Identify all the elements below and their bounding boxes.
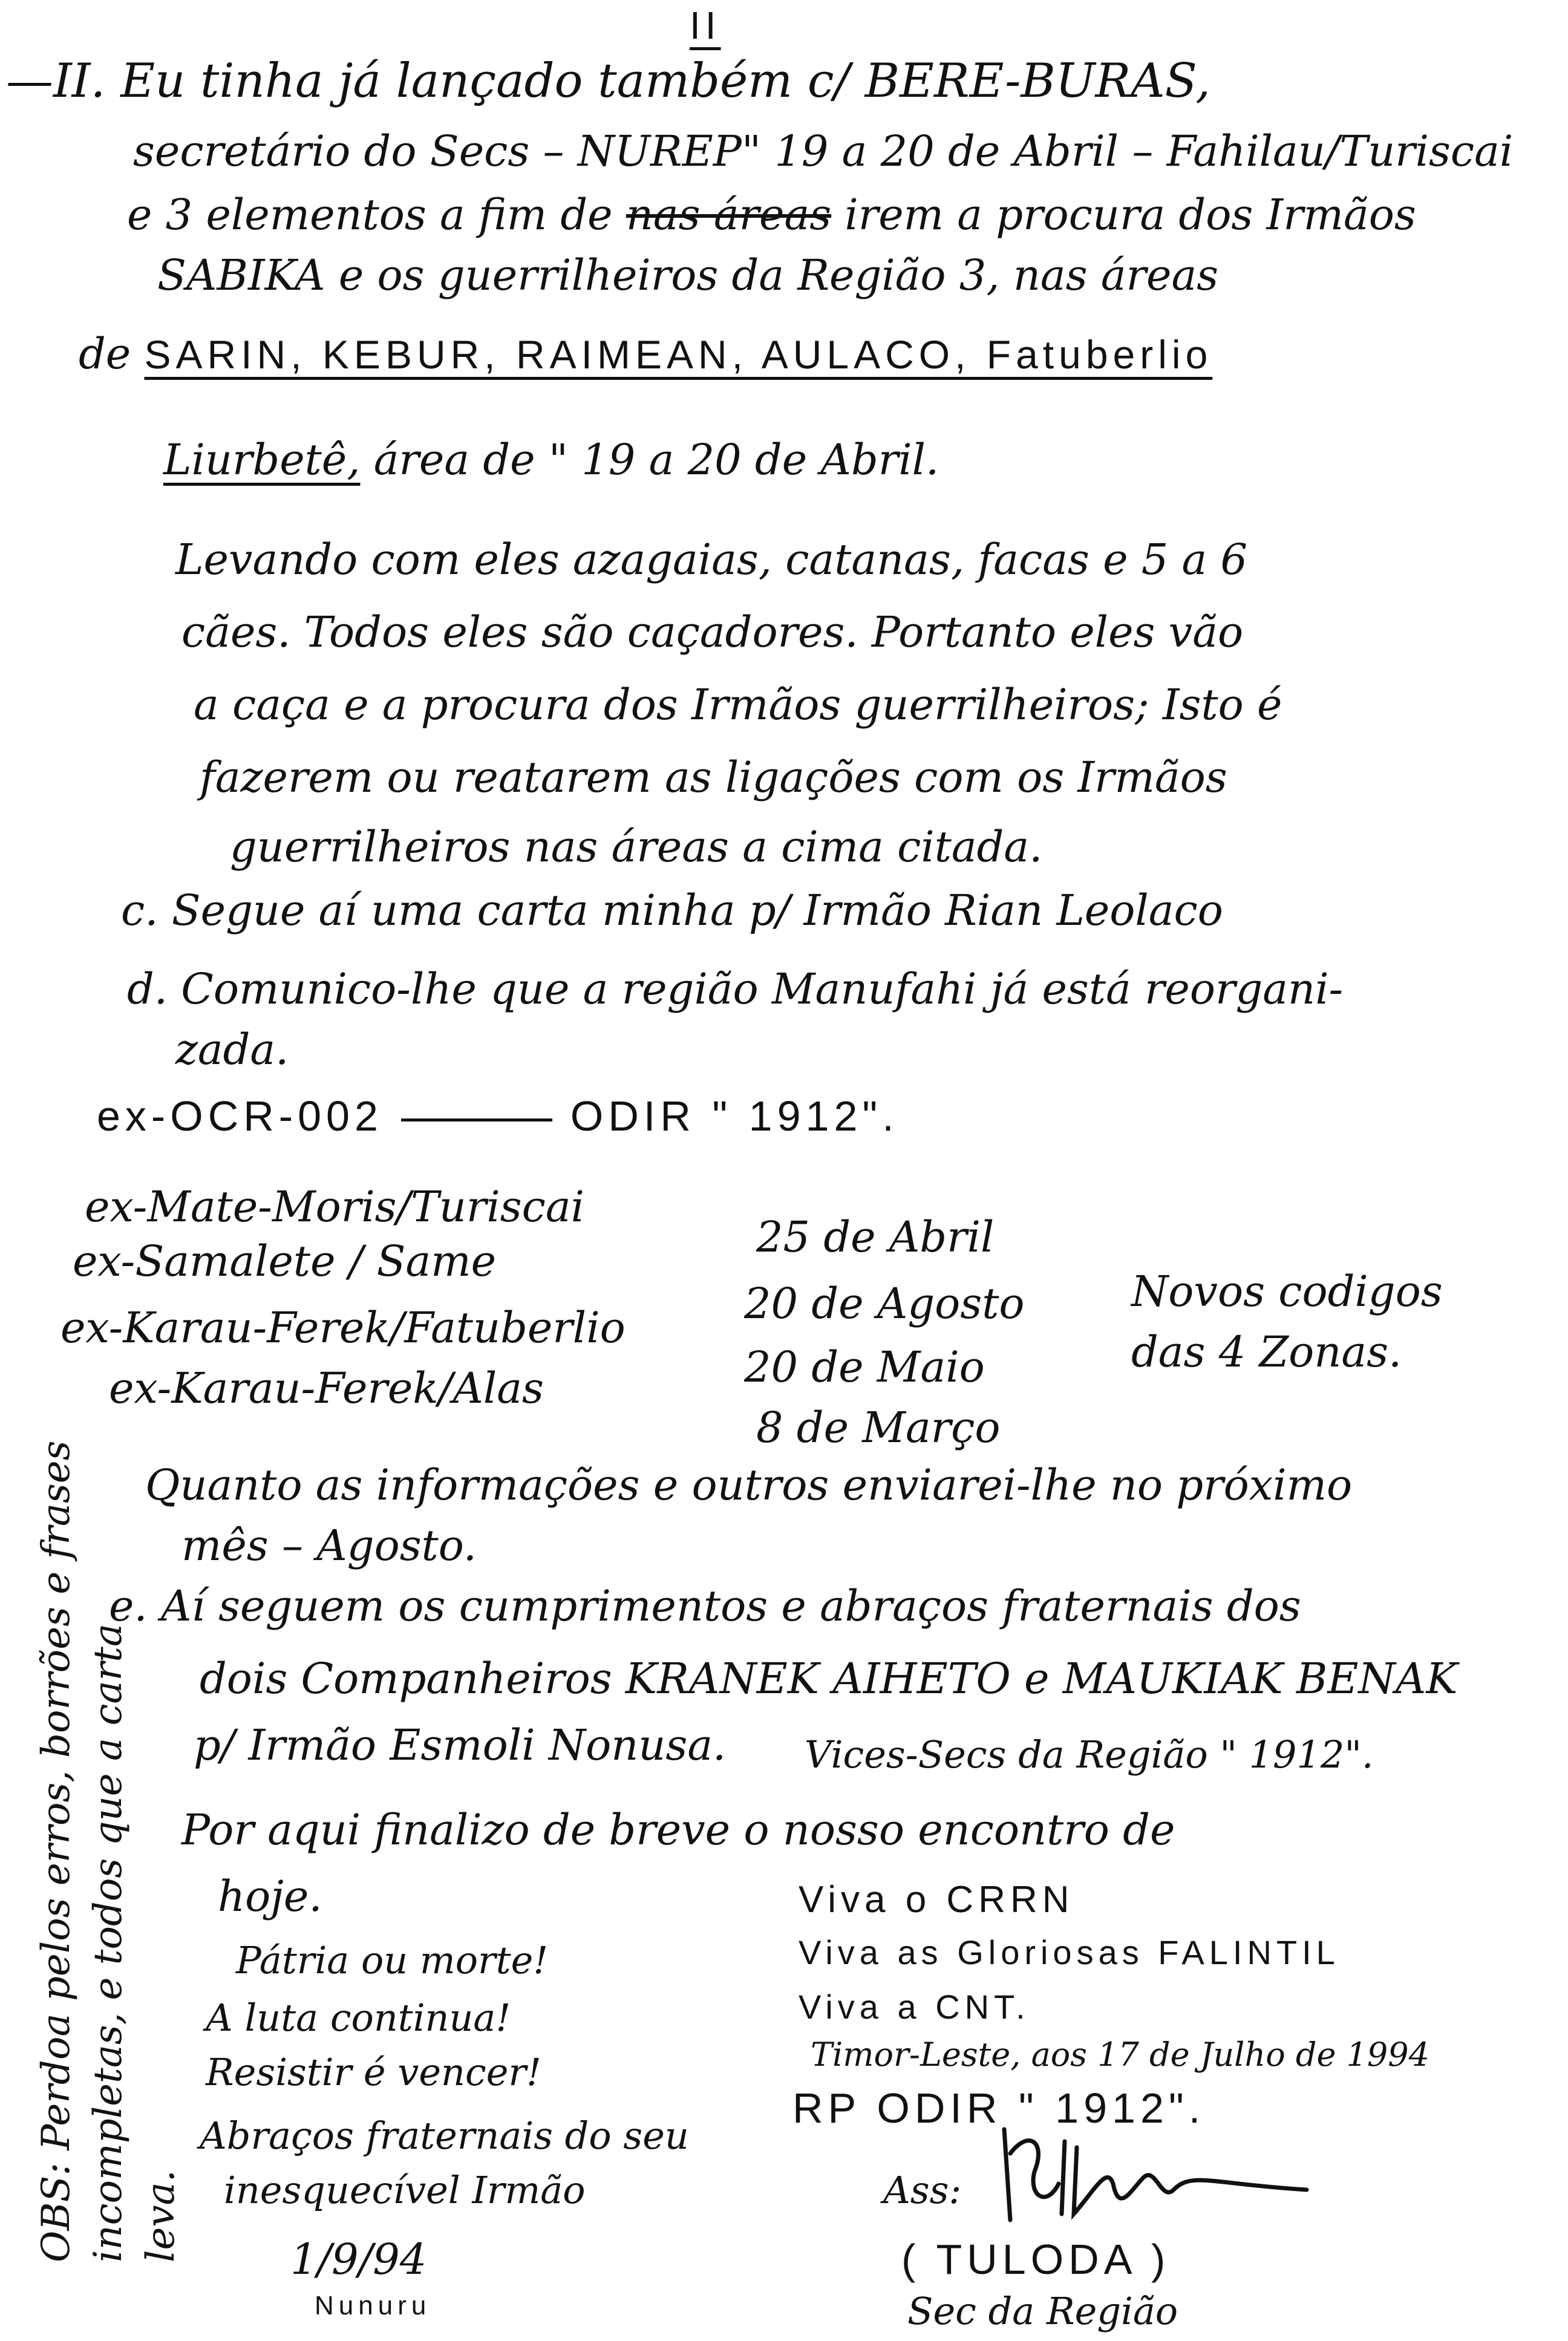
signature-name: ( TULODA ) [901, 2236, 1171, 2283]
slogan-resistir: Resistir é vencer! [206, 2050, 541, 2094]
line-17-right: 20 de Agosto [744, 1279, 1025, 1328]
slogan-luta: A luta continua! [206, 1996, 511, 2040]
place-names-underlined: SARIN, KEBUR, RAIMEAN, AULACO, Fatuberlio [144, 332, 1213, 377]
line-25: Por aqui finalizo de breve o nosso encontro de [181, 1805, 1175, 1855]
code-ex-ocr: ex-OCR-002 [97, 1092, 383, 1140]
page-number [690, 6, 721, 45]
line-09: a caça e a procura dos Irmãos guerrilheiros; Isto é [194, 680, 1282, 730]
line-17-note: Novos codigos [1131, 1267, 1443, 1316]
line-24-right: Vices-Secs da Região " 1912". [805, 1732, 1374, 1777]
closing-abracos: Abraços fraternais do seu [200, 2114, 689, 2158]
line-03-struck: nas áreas [626, 190, 832, 240]
line-16-right: 25 de Abril [756, 1212, 995, 1262]
closing-irmao: inesquecível Irmão [224, 2168, 586, 2212]
line-21: mês – Agosto. [181, 1521, 477, 1570]
line-22: e. Aí seguem os cumprimentos e abraços fraternais dos [109, 1581, 1301, 1631]
line-18-note: das 4 Zonas. [1131, 1327, 1402, 1377]
line-18-left: ex-Karau-Ferek/Fatuberlio [60, 1303, 626, 1353]
margin-note-line3: leva. [138, 2170, 183, 2262]
closing-name: Nunuru [315, 2291, 431, 2320]
line-03-suffix: irem a procura dos Irmãos [844, 190, 1416, 240]
line-23: dois Companheiros KRANEK AIHETO e MAUKIAK BENAK [200, 1654, 1458, 1703]
line-08: cães. Todos eles são caçadores. Portanto eles vão [181, 607, 1244, 657]
page-number-text: II [690, 4, 721, 47]
margin-note-line2: incompletas, e todos que a carta [86, 1624, 131, 2262]
line-24-left: p/ Irmão Esmoli Nonusa. [194, 1720, 727, 1770]
line-05-prefix: de [79, 329, 131, 379]
line-16-left: ex-Mate-Moris/Turiscai [85, 1182, 584, 1232]
line-15 [97, 1092, 899, 1140]
line-06 [163, 435, 939, 485]
line-07: Levando com eles azagaias, catanas, facas e 5 a 6 [175, 535, 1248, 584]
line-17-left: ex-Samalete / Same [73, 1236, 497, 1286]
closing-date: 1/9/94 [290, 2235, 427, 2284]
signature-title: Sec da Região [907, 2289, 1178, 2333]
line-13: d. Comunico-lhe que a região Manufahi já está reorgani- [127, 964, 1344, 1014]
margin-note-line1: OBS: Perdoa pelos erros, borrões e frases [34, 1440, 79, 2262]
place-liurbete: Liurbetê, [163, 435, 361, 485]
margin-note [30, 1440, 187, 2262]
line-26-left: hoje. [218, 1872, 322, 1921]
line-10: fazerem ou reatarem as ligações com os Irmãos [200, 753, 1227, 802]
line-12: c. Segue aí uma carta minha p/ Irmão Rian Leolaco [121, 886, 1223, 935]
place-date: Timor-Leste, aos 17 de Julho de 1994 [811, 2036, 1429, 2074]
line-03 [127, 190, 1416, 240]
line-20: Quanto as informações e outros enviarei-lhe no próximo [145, 1460, 1353, 1510]
line-01: —II. Eu tinha já lançado também c/ BERE-BURAS, [6, 54, 1210, 108]
line-03-prefix: e 3 elementos a fim de [127, 190, 613, 240]
signature-label: Ass: [883, 2168, 962, 2212]
line-05 [79, 329, 1213, 379]
slogan-cnt: Viva a CNT. [799, 1988, 1030, 2026]
line-06-rest: área de " 19 a 20 de Abril. [373, 435, 939, 485]
slogan-patria: Pátria ou morte! [236, 1938, 549, 1982]
code-odir: ODIR " 1912". [570, 1092, 899, 1140]
line-04: SABIKA e os guerrilheiros da Região 3, nas áreas [157, 250, 1219, 300]
line-02: secretário do Secs – NUREP" 19 a 20 de Abril – Fahilau/Turiscai [133, 126, 1514, 176]
line-26-right: Viva o CRRN [799, 1879, 1074, 1921]
slogan-falintil: Viva as Gloriosas FALINTIL [799, 1933, 1340, 1971]
dash-rule [401, 1118, 552, 1122]
signature-scribble [992, 2117, 1331, 2232]
rp-odir: RP ODIR " 1912". [792, 2085, 1206, 2132]
line-19-left: ex-Karau-Ferek/Alas [109, 1363, 544, 1413]
line-14: zada. [175, 1025, 289, 1074]
line-18-right: 20 de Maio [744, 1342, 985, 1392]
line-19-right: 8 de Março [756, 1403, 1001, 1452]
line-11: guerrilheiros nas áreas a cima citada. [230, 822, 1043, 872]
